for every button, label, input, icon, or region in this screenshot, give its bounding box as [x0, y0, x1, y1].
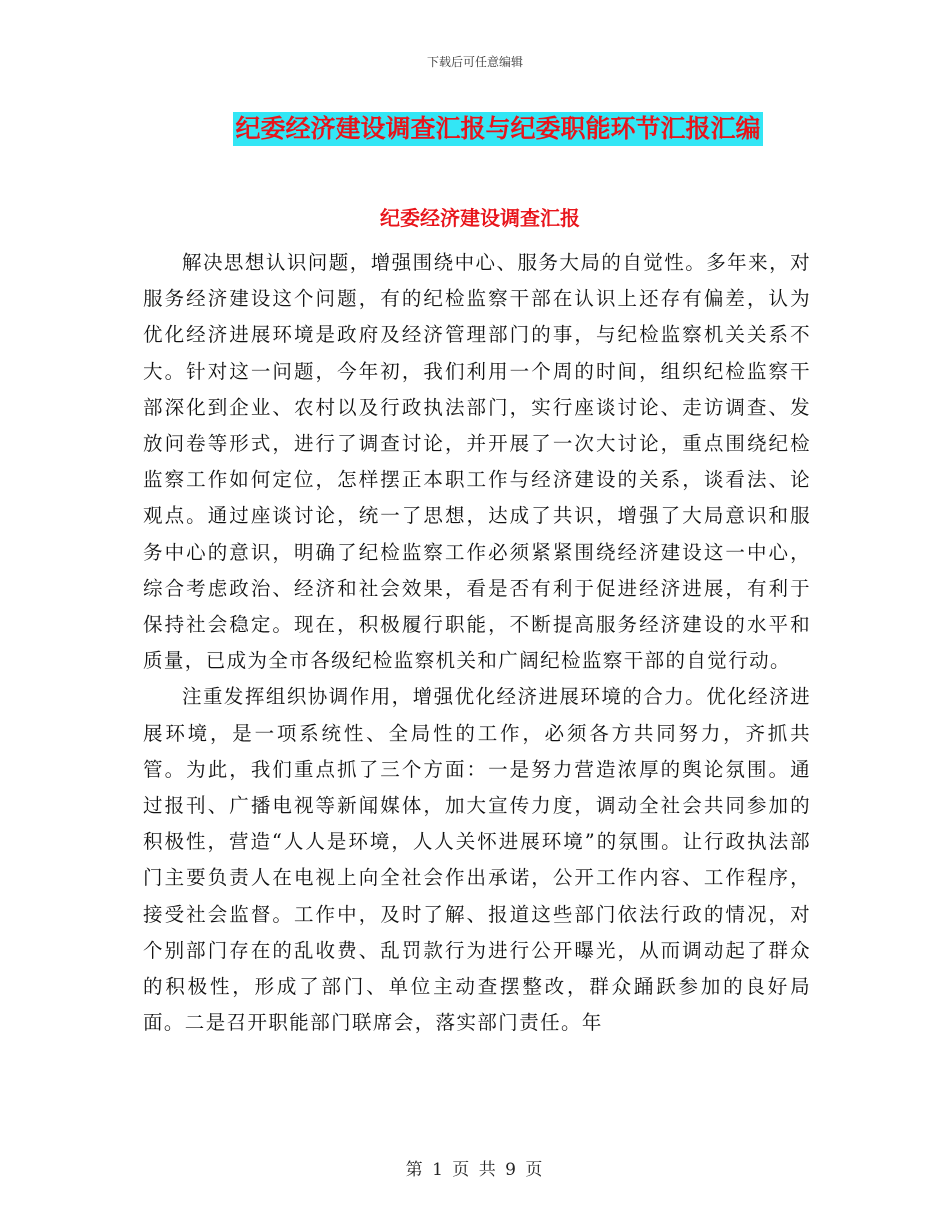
main-title-container	[0, 112, 950, 146]
page-header-note: 下载后可任意编辑	[426, 55, 523, 69]
paragraph: 注重发挥组织协调作用，增强优化经济进展环境的合力。优化经济进展环境，是一项系统性、全局性的工作，必须各方共同努力，齐抓共管。为此，我们重点抓了三个方面：一是努力营造浓厚的舆论氛围。通过报刊、广播电视等新闻媒体，加大宣传力度，调动全社会共同参加的积极性，营造“人人是环境，人人关怀进展环境”的氛围。让行政执法部门主要负责人在电视上向全社会作出承诺，公开工作内容、工作程序，接受社会监督。工作中，及时了解、报道这些部门依法行政的情况，对个别部门存在的乱收费、乱罚款行为进行公开曝光，从而调动起了群众的积极性，形成了部门、单位主动查摆整改，群众踊跃参加的良好局面。二是召开职能部门联席会，落实部门责任。年	[143, 685, 811, 1035]
page-footer: 第 1 页 共 9 页	[405, 1160, 545, 1180]
main-title: 纪委经济建设调查汇报与纪委职能环节汇报汇编	[233, 112, 762, 146]
paragraph: 解决思想认识问题，增强围绕中心、服务大局的自觉性。多年来，对服务经济建设这个问题，有的纪检监察干部在认识上还存有偏差，认为优化经济进展环境是政府及经济管理部门的事，与纪检监察机关关系不大。针对这一问题，今年初，我们利用一个周的时间，组织纪检监察干部深化到企业、农村以及行政执法部门，实行座谈讨论、走访调查、发放问卷等形式，进行了调查讨论，并开展了一次大讨论，重点围绕纪检监察工作如何定位，怎样摆正本职工作与经济建设的关系，谈看法、论观点。通过座谈讨论，统一了思想，达成了共识，增强了大局意识和服务中心的意识，明确了纪检监察工作必须紧紧围绕经济建设这一中心，综合考虑政治、经济和社会效果，看是否有利于促进经济进展，有利于保持社会稳定。现在，积极履行职能，不断提高服务经济建设的水平和质量，已成为全市各级纪检监察机关和广阔纪检监察干部的自觉行动。	[143, 251, 811, 673]
body-text	[143, 245, 811, 1041]
section-title: 纪委经济建设调查汇报	[380, 206, 580, 230]
